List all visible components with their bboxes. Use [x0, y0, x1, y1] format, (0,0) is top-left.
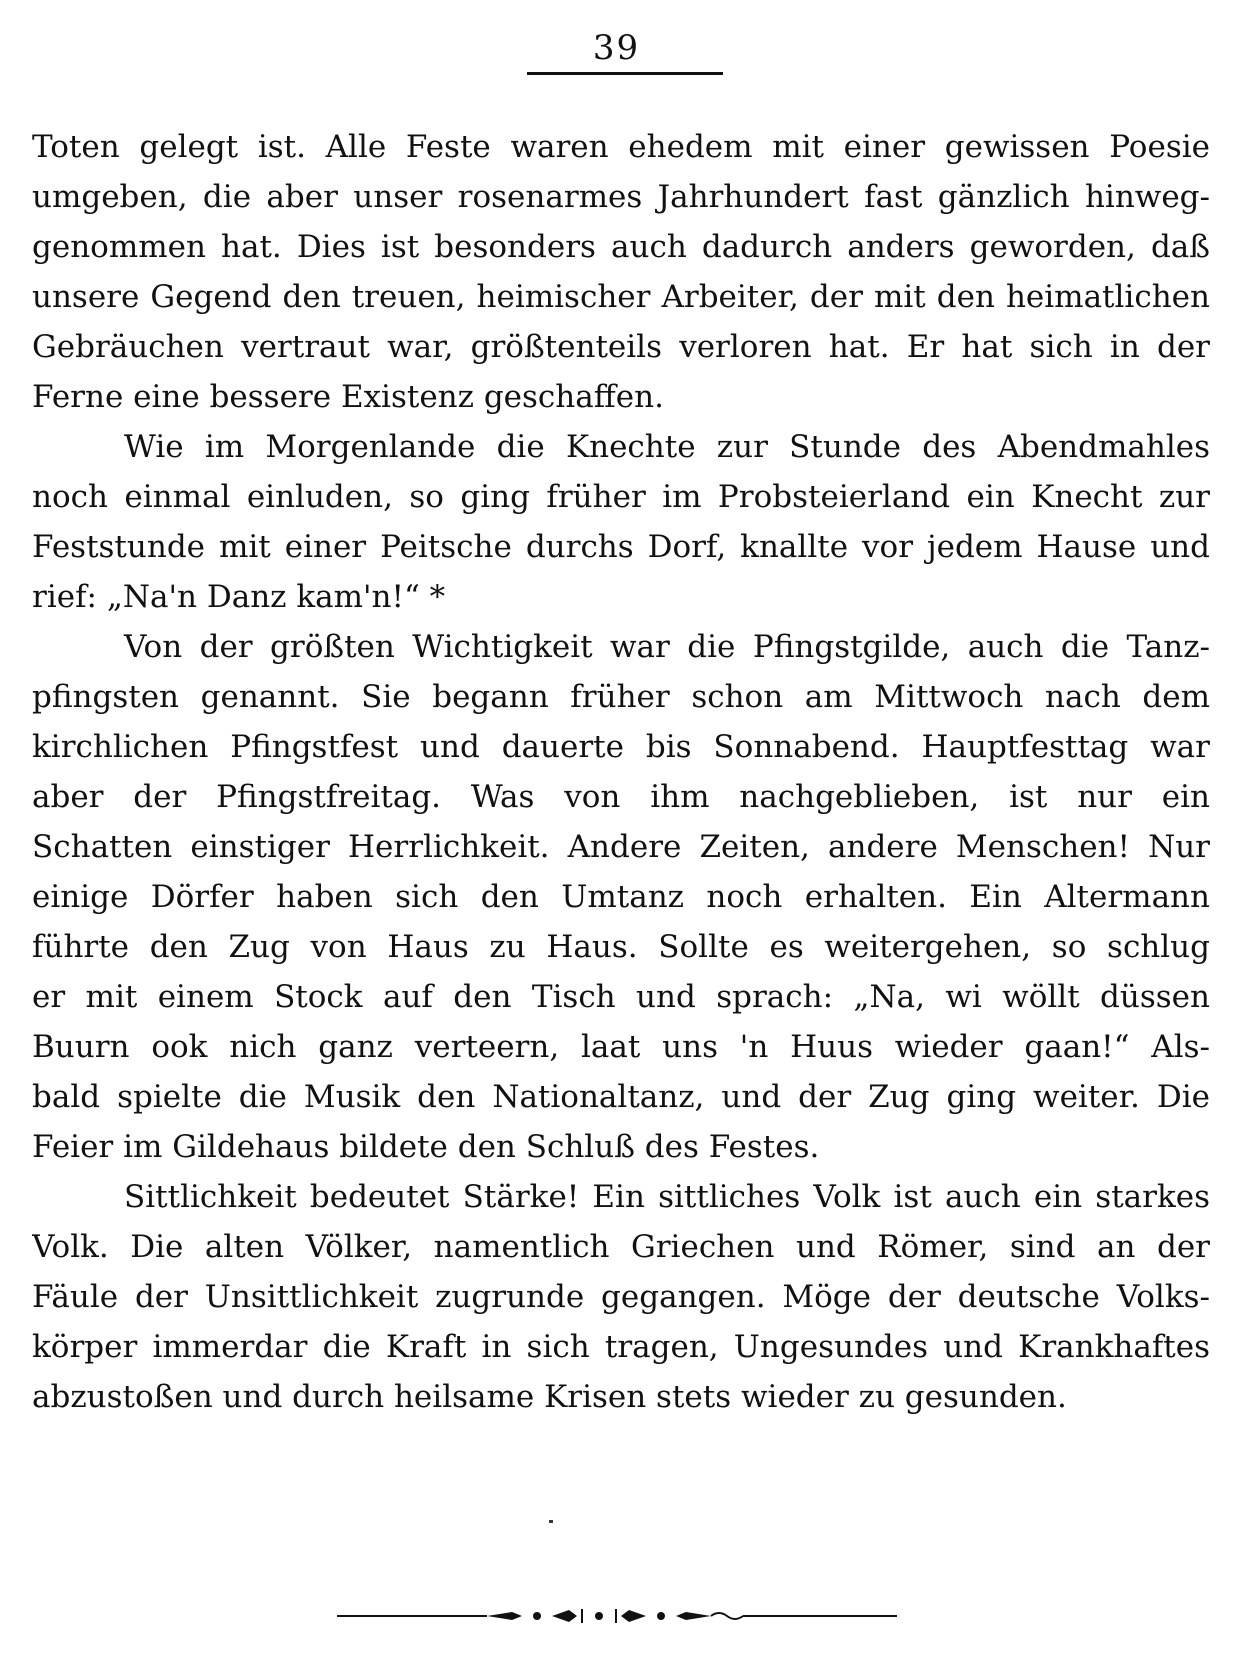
print-speck: [549, 1520, 553, 1523]
header-rule: [527, 72, 723, 75]
text-line: Volk. Die alten Völker, namentlich Griechen und Römer, sind an der: [32, 1229, 1210, 1265]
text-line: Fäule der Unsittlichkeit zugrunde gegangen. Möge der deutsche Volks-: [32, 1279, 1210, 1315]
text-line: Von der größten Wichtigkeit war die Pfingstgilde, auch die Tanz-: [124, 629, 1210, 665]
text-line: Feier im Gildehaus bildete den Schluß des Festes.: [32, 1129, 820, 1165]
text-line: rief: „Na'n Danz kam'n!“ *: [32, 579, 446, 615]
text-line: genommen hat. Dies ist besonders auch dadurch anders geworden, daß: [32, 229, 1210, 265]
text-line: körper immerdar die Kraft in sich tragen, Ungesundes und Krankhaftes: [32, 1329, 1210, 1365]
text-line: pfingsten genannt. Sie begann früher schon am Mittwoch nach dem: [32, 679, 1210, 715]
text-line: aber der Pfingstfreitag. Was von ihm nachgeblieben, ist nur ein: [32, 779, 1210, 815]
text-line: Feststunde mit einer Peitsche durchs Dorf, knallte vor jedem Hause und: [32, 529, 1210, 565]
text-line: führte den Zug von Haus zu Haus. Sollte es weitergehen, so schlug: [32, 929, 1210, 965]
text-line: Wie im Morgenlande die Knechte zur Stunde des Abendmahles: [124, 429, 1210, 465]
page-number: 39: [592, 28, 641, 68]
text-line: Ferne eine bessere Existenz geschaffen.: [32, 379, 664, 415]
text-line: unsere Gegend den treuen, heimischer Arbeiter, der mit den heimatlichen: [32, 279, 1210, 315]
text-line: Buurn ook nich ganz verteern, laat uns 'n Huus wieder gaan!“ Als-: [32, 1029, 1210, 1065]
text-line: Toten gelegt ist. Alle Feste waren ehedem mit einer gewissen Poesie: [32, 129, 1210, 165]
text-line: Schatten einstiger Herrlichkeit. Andere Zeiten, andere Menschen! Nur: [32, 829, 1210, 865]
text-line: Sittlichkeit bedeutet Stärke! Ein sittliches Volk ist auch ein starkes: [124, 1179, 1210, 1215]
text-line: abzustoßen und durch heilsame Krisen stets wieder zu gesunden.: [32, 1379, 1067, 1415]
body-text: [32, 122, 1210, 1422]
text-line: Gebräuchen vertraut war, größtenteils verloren hat. Er hat sich in der: [32, 329, 1210, 365]
text-line: bald spielte die Musik den Nationaltanz, und der Zug ging weiter. Die: [32, 1079, 1210, 1115]
text-line: umgeben, die aber unser rosenarmes Jahrhundert fast gänzlich hinweg-: [32, 179, 1210, 215]
text-line: kirchlichen Pfingstfest und dauerte bis Sonnabend. Hauptfesttag war: [32, 729, 1210, 765]
text-line: er mit einem Stock auf den Tisch und sprach: „Na, wi wöllt düssen: [32, 979, 1210, 1015]
text-line: einige Dörfer haben sich den Umtanz noch erhalten. Ein Altermann: [32, 879, 1210, 915]
text-line: noch einmal einluden, so ging früher im Probsteierland ein Knecht zur: [32, 479, 1210, 515]
footer-ornament-icon: [337, 1606, 897, 1626]
